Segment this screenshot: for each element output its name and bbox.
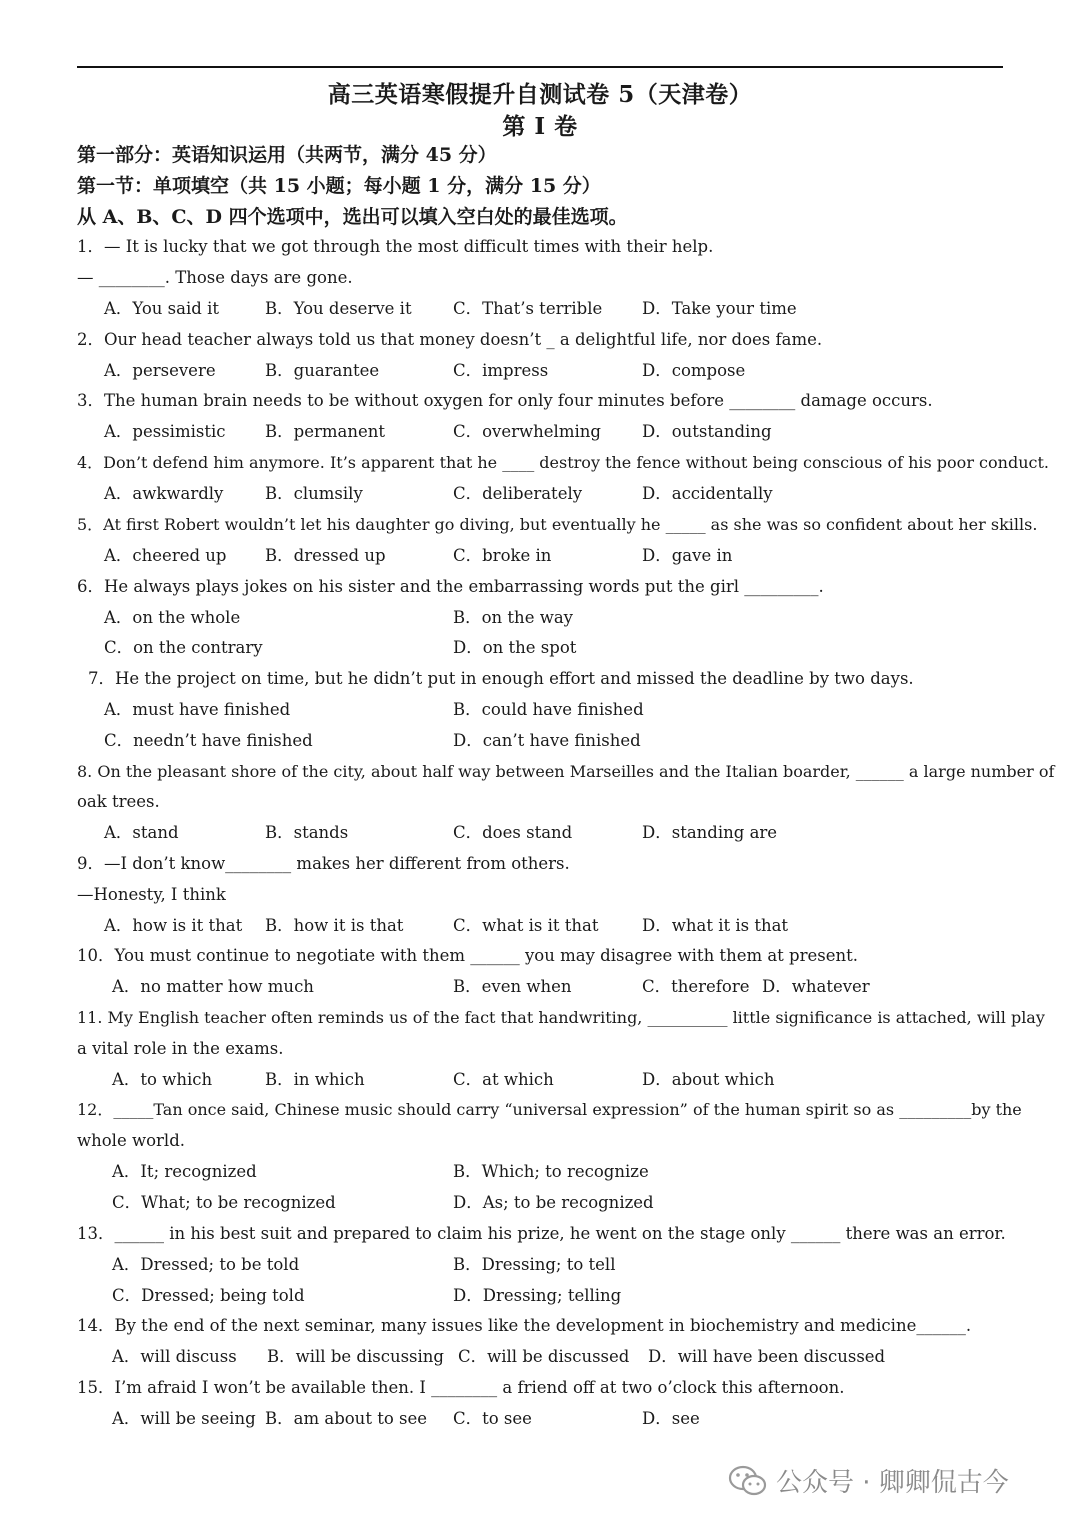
- question-9-options: [0, 914, 1080, 938]
- question-6-stem: 6．He always plays jokes on his sister and the embarrassing words put the girl _________.: [77, 577, 824, 596]
- option-d: D．Take your time: [642, 299, 797, 318]
- watermark-text: 公众号 · 卿卿侃古今: [776, 1468, 1009, 1498]
- question-12-stem-cont: whole world.: [77, 1131, 185, 1150]
- option-a: A．cheered up: [104, 546, 227, 565]
- option-a: A．no matter how much: [112, 977, 314, 996]
- question-8-stem: 8. On the pleasant shore of the city, about half way between Marseilles and the Italian boarder, ______ a large number of: [77, 762, 1055, 781]
- question-2-stem: 2．Our head teacher always told us that money doesn’t _ a delightful life, nor does fame.: [77, 330, 823, 349]
- question-11-stem-cont: a vital role in the exams.: [77, 1039, 284, 1058]
- question-7-options-row1: [0, 698, 1080, 722]
- question-3-options: [0, 420, 1080, 444]
- option-d: D．standing are: [642, 823, 778, 842]
- question-13-options-row2: [0, 1284, 1080, 1308]
- option-b: B．Which; to recognize: [453, 1162, 649, 1181]
- part-heading: 第一部分：英语知识运用（共两节，满分 45 分）: [77, 144, 497, 166]
- option-b: B．clumsily: [265, 484, 363, 503]
- option-c: C．will be discussed: [458, 1347, 630, 1366]
- question-6-options-row1: [0, 606, 1080, 630]
- question-13-options-row1: [0, 1253, 1080, 1277]
- question-14-stem: 14．By the end of the next seminar, many issues like the development in biochemistry and medicine______.: [77, 1316, 972, 1335]
- option-c: C．broke in: [453, 546, 552, 565]
- question-12-options-row1: [0, 1160, 1080, 1184]
- option-c: C．does stand: [453, 823, 573, 842]
- question-8-options: [0, 821, 1080, 845]
- option-b: B．how it is that: [265, 916, 404, 935]
- watermark: [728, 1462, 1009, 1499]
- question-3-stem: 3．The human brain needs to be without oxygen for only four minutes before ________ damage occurs.: [77, 391, 933, 410]
- option-d: D．on the spot: [453, 638, 577, 657]
- question-15-stem: 15．I’m afraid I won’t be available then. I ________ a friend off at two o’clock this afternoon.: [77, 1378, 845, 1397]
- option-c: C．That’s terrible: [453, 299, 603, 318]
- option-b: B．guarantee: [265, 361, 380, 380]
- top-rule: [77, 66, 1003, 68]
- question-1-stem: 1．— It is lucky that we got through the most difficult times with their help.: [77, 237, 714, 256]
- option-a: A．must have finished: [104, 700, 291, 719]
- option-c: C．on the contrary: [104, 638, 263, 657]
- option-a: A．Dressed; to be told: [112, 1255, 300, 1274]
- option-b: B．am about to see: [265, 1409, 427, 1428]
- question-10-stem: 10．You must continue to negotiate with them ______ you may disagree with them at present.: [77, 946, 859, 965]
- option-d: D．what it is that: [642, 916, 789, 935]
- question-14-options: [0, 1345, 1080, 1369]
- option-c: C．needn’t have finished: [104, 731, 313, 750]
- option-a: A．will be seeing: [112, 1409, 256, 1428]
- option-a: A．It; recognized: [112, 1162, 257, 1181]
- question-4-options: [0, 482, 1080, 506]
- question-9-response: —Honesty, I think: [77, 885, 226, 904]
- question-8-stem-cont: oak trees.: [77, 792, 160, 811]
- option-d: D．can’t have finished: [453, 731, 641, 750]
- option-d: D．compose: [642, 361, 746, 380]
- option-c: C．at which: [453, 1070, 554, 1089]
- option-d: D．outstanding: [642, 422, 772, 441]
- option-c: C．impress: [453, 361, 549, 380]
- question-11-stem: 11. My English teacher often reminds us of the fact that handwriting, __________ little significance is attached, will play: [77, 1008, 1045, 1027]
- option-b: B．stands: [265, 823, 349, 842]
- section-heading: 第一节：单项填空（共 15 小题；每小题 1 分，满分 15 分）: [77, 175, 601, 197]
- option-d: D．As; to be recognized: [453, 1193, 654, 1212]
- question-11-options: [0, 1068, 1080, 1092]
- option-d: D．gave in: [642, 546, 733, 565]
- question-1-options: [0, 297, 1080, 321]
- option-d: D．Dressing; telling: [453, 1286, 622, 1305]
- option-b: B．will be discussing: [267, 1347, 444, 1366]
- option-a: A．will discuss: [112, 1347, 237, 1366]
- instruction: 从 A、B、C、D 四个选项中，选出可以填入空白处的最佳选项。: [77, 206, 628, 228]
- question-10-options: [0, 975, 1080, 999]
- option-d: D．will have been discussed: [648, 1347, 886, 1366]
- question-4-stem: 4．Don’t defend him anymore. It’s apparent that he ____ destroy the fence without being conscious of his poor conduct.: [77, 453, 1049, 472]
- option-b: B．dressed up: [265, 546, 386, 565]
- option-a: A．You said it: [104, 299, 219, 318]
- option-b: B．permanent: [265, 422, 385, 441]
- question-5-options: [0, 544, 1080, 568]
- question-6-options-row2: [0, 636, 1080, 660]
- paper-subtitle: 第 I 卷: [502, 113, 578, 140]
- option-d: D．about which: [642, 1070, 775, 1089]
- option-c: C．therefore: [642, 977, 750, 996]
- option-a: A．awkwardly: [104, 484, 224, 503]
- option-c: C．overwhelming: [453, 422, 601, 441]
- option-c: C．deliberately: [453, 484, 583, 503]
- option-b: B．even when: [453, 977, 572, 996]
- question-12-stem: 12．_____Tan once said, Chinese music should carry “universal expression” of the human spirit so as _________by the: [77, 1100, 1022, 1119]
- question-2-options: [0, 359, 1080, 383]
- option-a: A．to which: [112, 1070, 213, 1089]
- option-c: C．What; to be recognized: [112, 1193, 336, 1212]
- question-13-stem: 13．______ in his best suit and prepared to claim his prize, he went on the stage only ______ there was an error.: [77, 1224, 1006, 1243]
- question-9-stem: 9．—I don’t know________ makes her different from others.: [77, 854, 570, 873]
- option-c: C．Dressed; being told: [112, 1286, 305, 1305]
- option-d: D．see: [642, 1409, 700, 1428]
- option-c: C．what is it that: [453, 916, 599, 935]
- option-a: A．on the whole: [104, 608, 241, 627]
- option-a: A．pessimistic: [104, 422, 226, 441]
- option-b: B．You deserve it: [265, 299, 412, 318]
- question-7-options-row2: [0, 729, 1080, 753]
- option-b: B．Dressing; to tell: [453, 1255, 616, 1274]
- option-a: A．stand: [104, 823, 179, 842]
- option-a: A．how is it that: [104, 916, 243, 935]
- question-5-stem: 5．At first Robert wouldn’t let his daughter go diving, but eventually he _____ as she was so confident about her skills.: [77, 515, 1038, 534]
- question-7-stem: 7．He the project on time, but he didn’t put in enough effort and missed the deadline by two days.: [88, 669, 914, 688]
- wechat-icon: [728, 1464, 768, 1498]
- paper-title: 高三英语寒假提升自测试卷 5（天津卷）: [327, 81, 753, 108]
- option-b: B．could have finished: [453, 700, 644, 719]
- option-d: D．accidentally: [642, 484, 773, 503]
- option-b: B．in which: [265, 1070, 365, 1089]
- question-1-response: — ________. Those days are gone.: [77, 268, 353, 287]
- question-15-options: [0, 1407, 1080, 1431]
- option-b: B．on the way: [453, 608, 573, 627]
- option-c: C．to see: [453, 1409, 532, 1428]
- question-12-options-row2: [0, 1191, 1080, 1215]
- option-d: D．whatever: [762, 977, 870, 996]
- option-a: A．persevere: [104, 361, 216, 380]
